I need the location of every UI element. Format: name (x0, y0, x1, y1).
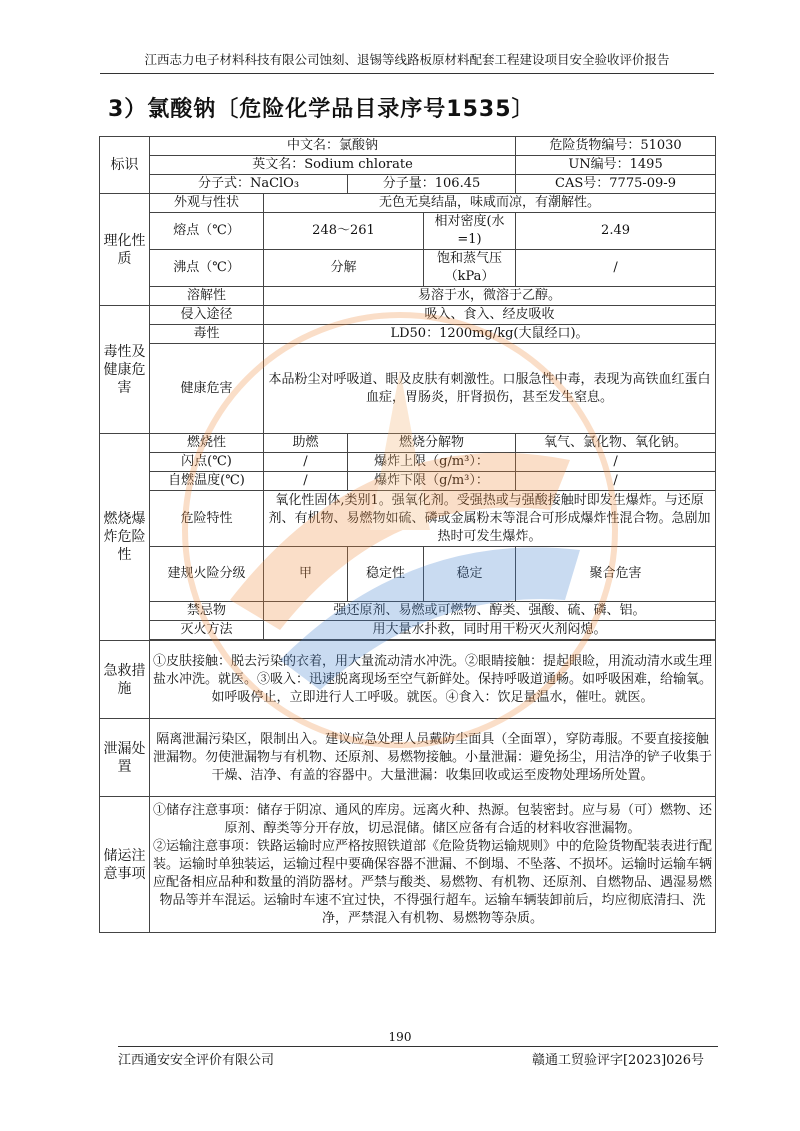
footer-company: 江西通安安全评价有限公司 (118, 1053, 275, 1068)
transport-note: ②运输注意事项：铁路运输时应严格按照铁道部《危险货物运输规则》中的危险货物配装表进行配装。运输时单独装运，运输过程中要确保容器不泄漏、不倒塌、不坠落、不损坏。运输时运输车辆应配备相应品种和数量的消防器材。严禁与酸类、易燃物、有机物、还原剂、自燃物品、遇湿易燃物品等并车混运。运输时车速不宜过快，不得强行超车。运输车辆装卸前后，均应彻底清扫、洗净，严禁混入有机物、易燃物等杂质。 (153, 838, 713, 926)
en-name: 英文名：Sodium chlorate (150, 156, 516, 175)
melting-value: 248～261 (264, 213, 424, 250)
storage-note: ①储存注意事项：储存于阴凉、通风的库房。远离火种、热源。包装密封。应与易（可）燃物、还原剂、醇类等分开存放，切忌混储。储区应备有合适的材料收容泄漏物。 (153, 802, 713, 836)
cn-name: 中文名：氯酸钠 (150, 137, 516, 156)
formula: 分子式：NaClO₃ (150, 175, 348, 194)
page-header: 江西志力电子材料科技有限公司蚀刻、退锡等线路板原材料配套工程建设项目安全验收评价报告 (100, 50, 714, 74)
flash-point-label: 闪点(℃) (150, 453, 264, 472)
hazard-goods-number: 危险货物编号：51030 (516, 137, 716, 156)
appearance-value: 无色无臭结晶，味咸而凉，有潮解性。 (264, 194, 716, 213)
health-value: 本品粉尘对呼吸道、眼及皮肤有刺激性。口服急性中毒，表现为高铁血红蛋白血症，胃肠炎，肝肾损伤，甚至发生窒息。 (264, 344, 716, 434)
storage-category: 储运注意事项 (100, 797, 150, 933)
toxicity-label: 毒性 (150, 325, 264, 344)
density-label: 相对密度(水=1) (424, 213, 516, 250)
autoignition-value: / (264, 472, 348, 491)
vapor-label: 饱和蒸气压（kPa） (424, 250, 516, 287)
section-title: 3）氯酸钠〔危险化学品目录序号1535〕 (108, 97, 535, 122)
footer-divider (118, 1046, 718, 1047)
boiling-value: 分解 (264, 250, 424, 287)
vapor-value: / (516, 250, 716, 287)
fire-class-value: 甲 (264, 547, 348, 602)
flammability-label: 燃烧性 (150, 434, 264, 453)
extinguish-value: 用大量水扑救，同时用干粉灭火剂闷熄。 (264, 621, 716, 640)
un-number: UN编号：1495 (516, 156, 716, 175)
density-value: 2.49 (516, 213, 716, 250)
autoignition-label: 自燃温度(℃) (150, 472, 264, 491)
solubility-label: 溶解性 (150, 287, 264, 306)
incompatible-value: 强还原剂、易燃或可燃物、醇类、强酸、硫、磷、铝。 (264, 602, 716, 621)
fire-class-label: 建规火险分级 (150, 547, 264, 602)
storage-text (150, 797, 716, 933)
solubility-value: 易溶于水，微溶于乙醇。 (264, 287, 716, 306)
appearance-label: 外观与性状 (150, 194, 264, 213)
flammability-value: 助燃 (264, 434, 348, 453)
upper-limit-value: / (516, 453, 716, 472)
leak-category: 泄漏处置 (100, 719, 150, 797)
boiling-label: 沸点（℃） (150, 250, 264, 287)
polymer-label: 聚合危害 (516, 547, 716, 602)
route-label: 侵入途径 (150, 306, 264, 325)
footer-doc-number: 赣通工贸验评字[2023]026号 (531, 1053, 704, 1068)
lower-limit-value: / (516, 472, 716, 491)
decomposition-label: 燃烧分解物 (348, 434, 516, 453)
cas-number: CAS号：7775-09-9 (516, 175, 716, 194)
upper-limit-label: 爆炸上限（g/m³）： (348, 453, 516, 472)
stability-label: 稳定性 (348, 547, 424, 602)
incompatible-label: 禁忌物 (150, 602, 264, 621)
identity-category: 标识 (100, 137, 150, 194)
molecular-weight: 分子量：106.45 (348, 175, 516, 194)
physchem-category: 理化性质 (100, 194, 150, 306)
fire-category: 燃烧爆炸危险性 (100, 434, 150, 641)
melting-label: 熔点（℃） (150, 213, 264, 250)
hazard-value: 氧化性固体,类别1。强氧化剂。受强热或与强酸接触时即发生爆炸。与还原剂、有机物、易燃物如硫、磷或金属粉末等混合可形成爆炸性混合物。急剧加热时可发生爆炸。 (264, 491, 716, 547)
stability-value: 稳定 (424, 547, 516, 602)
flash-point-value: / (264, 453, 348, 472)
first-aid-category: 急救措施 (100, 641, 150, 719)
extinguish-label: 灭火方法 (150, 621, 264, 640)
toxicity-value: LD50：1200mg/kg(大鼠经口)。 (264, 325, 716, 344)
first-aid-text: ①皮肤接触：脱去污染的衣着，用大量流动清水冲洗。②眼睛接触：提起眼睑，用流动清水或生理盐水冲洗。就医。③吸入：迅速脱离现场至空气新鲜处。保持呼吸道通畅。如呼吸困难，给输氧。如呼吸停止，立即进行人工呼吸。就医。④食入：饮足量温水，催吐。就医。 (150, 641, 716, 719)
msds-table (99, 136, 716, 933)
decomposition-value: 氧气、氯化物、氧化钠。 (516, 434, 716, 453)
hazard-label: 危险特性 (150, 491, 264, 547)
route-value: 吸入、食入、经皮吸收 (264, 306, 716, 325)
toxicity-category: 毒性及健康危害 (100, 306, 150, 434)
health-label: 健康危害 (150, 344, 264, 434)
leak-text: 隔离泄漏污染区，限制出入。建议应急处理人员戴防尘面具（全面罩），穿防毒服。不要直接接触泄漏物。勿使泄漏物与有机物、还原剂、易燃物接触。小量泄漏：避免扬尘，用洁净的铲子收集于干燥、洁净、有盖的容器中。大量泄漏：收集回收或运至废物处理场所处置。 (150, 719, 716, 797)
page-number: 190 (388, 1030, 412, 1044)
lower-limit-label: 爆炸下限（g/m³）： (348, 472, 516, 491)
